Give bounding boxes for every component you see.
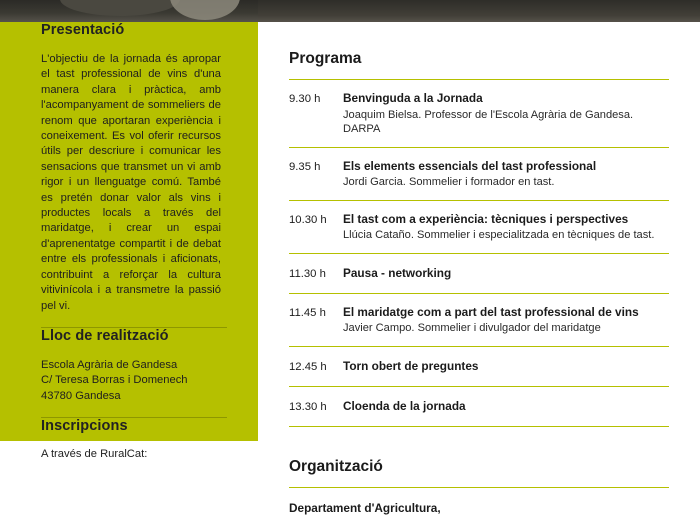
program-session-title: Torn obert de preguntes: [343, 359, 669, 374]
program-time: 9.30 h: [289, 91, 343, 106]
program-entry: [343, 266, 669, 281]
program-time: 12.45 h: [289, 359, 343, 374]
program-session-title: El tast com a experiència: tècniques i perspectives: [343, 212, 669, 227]
venue-line: C/ Teresa Borras i Domenech: [41, 373, 227, 388]
organization-name: Departament d'Agricultura,: [289, 501, 669, 515]
program-time: 13.30 h: [289, 399, 343, 414]
program-session-title: El maridatge com a part del tast professional de vins: [343, 305, 669, 320]
organization-header: [289, 458, 669, 515]
program-row: [289, 347, 669, 387]
registration-title: Inscripcions: [41, 418, 227, 434]
program-session-title: Pausa - networking: [343, 266, 669, 281]
header-photo-left: [0, 0, 258, 22]
program-speaker: Javier Campo. Sommelier i divulgador del maridatge: [343, 321, 669, 336]
left-column: [0, 0, 258, 441]
left-content: [41, 22, 227, 467]
program-row: [289, 387, 669, 427]
registration-prefix: A través de RuralCat:: [41, 448, 147, 460]
registration-link[interactable]: Inscripcions: [150, 448, 209, 460]
divider: [289, 487, 669, 488]
venue-line: Escola Agrària de Gandesa: [41, 358, 227, 373]
venue-title: Lloc de realització: [41, 328, 227, 344]
program-time: 9.35 h: [289, 159, 343, 174]
program-session-title: Els elements essencials del tast professional: [343, 159, 669, 174]
venue-lines: [41, 358, 227, 404]
presentation-text: L'objectiu de la jornada és apropar el tast professional de vins d'una manera clara i pràctica, amb l'acompanyament de sommeliers de renom que aportaran experiència i coneixement. Es vol oferir recursos útils per descriure i comunicar les sensacions que transmet un vi amb rigor i un llenguatge comú. També es pretén donar valor als vins i productes locals a través del maridatge, i crear un espai d'aprenentatge compartit i de debat entre els professionals i aficionats, contribuint a reforçar la cultura vitivinícola i a transmetre la passió pel vi.: [41, 52, 221, 314]
presentation-title: Presentació: [41, 22, 227, 38]
program-row: [289, 294, 669, 347]
program-time: 10.30 h: [289, 212, 343, 227]
program-row: [289, 201, 669, 254]
header-photo-right: [258, 0, 700, 22]
right-content: [289, 22, 669, 515]
venue-line: 43780 Gandesa: [41, 389, 227, 404]
program-title: Programa: [289, 50, 669, 68]
program-entry: [343, 212, 669, 243]
program-entry: [343, 305, 669, 336]
photo-shape: [60, 0, 180, 16]
program-entry: [343, 159, 669, 190]
program-header: [289, 50, 669, 80]
program-session-title: Benvinguda a la Jornada: [343, 91, 669, 106]
program-list: [289, 80, 669, 427]
photo-shape-highlight: [170, 0, 240, 20]
program-time: 11.45 h: [289, 305, 343, 320]
program-speaker: Jordi Garcia. Sommelier i formador en tast.: [343, 175, 669, 190]
program-speaker: Llúcia Cataño. Sommelier i especialitzada en tècniques de tast.: [343, 228, 669, 243]
program-entry: [343, 399, 669, 414]
right-column: [258, 0, 700, 441]
program-row: [289, 254, 669, 294]
program-entry: [343, 91, 669, 137]
program-speaker: Joaquim Bielsa. Professor de l'Escola Agrària de Gandesa. DARPA: [343, 108, 669, 137]
program-entry: [343, 359, 669, 374]
registration-line: [41, 447, 227, 462]
program-time: 11.30 h: [289, 266, 343, 281]
program-row: [289, 148, 669, 201]
program-session-title: Cloenda de la jornada: [343, 399, 669, 414]
program-row: [289, 80, 669, 148]
organization-title: Organització: [289, 458, 669, 476]
